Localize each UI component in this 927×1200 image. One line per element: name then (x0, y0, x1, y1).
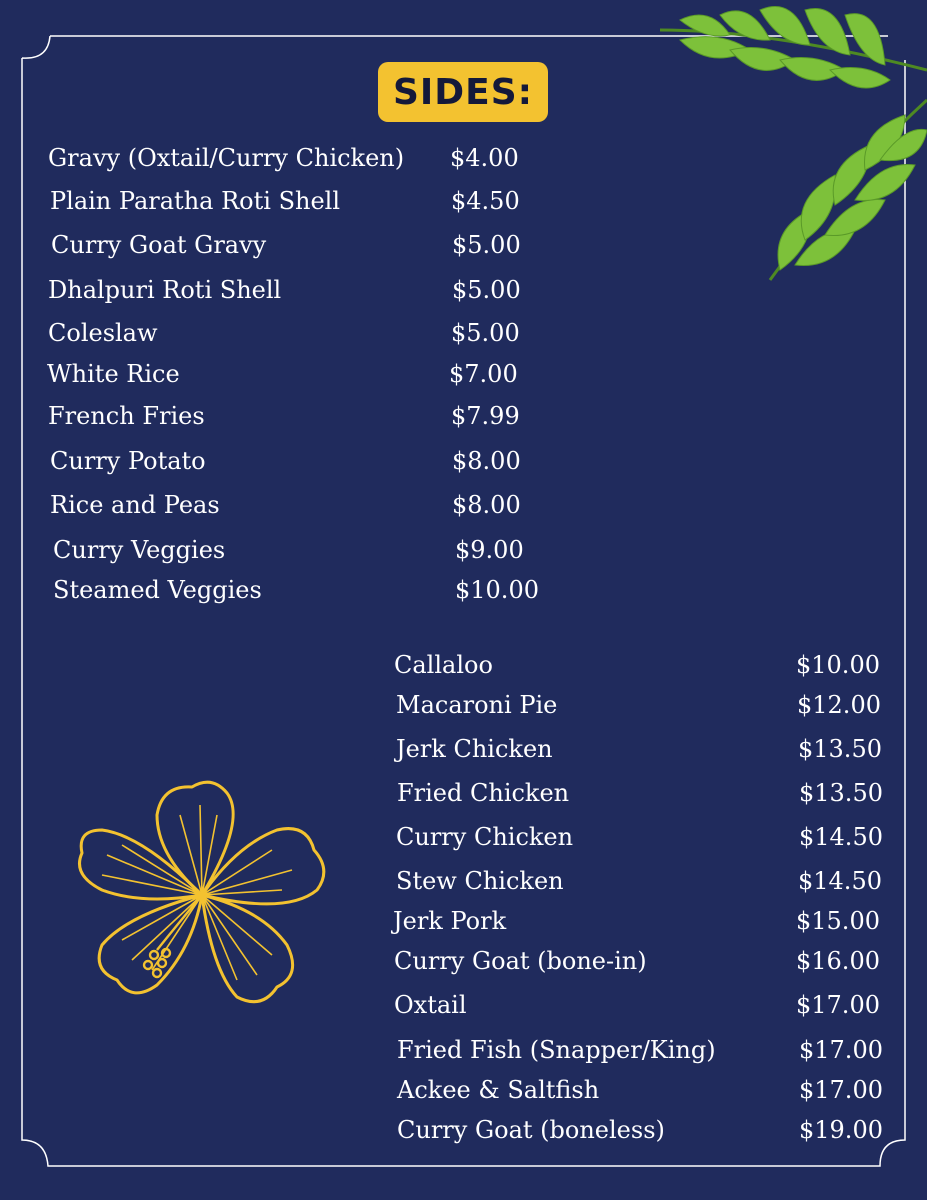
side-item-price: $7.99 (451, 402, 520, 430)
main-item-price: $14.50 (798, 867, 882, 895)
main-item-name: Oxtail (394, 991, 467, 1019)
section-title: SIDES: (392, 71, 534, 113)
main-item-price: $12.00 (797, 691, 881, 719)
side-item-price: $8.00 (452, 447, 521, 475)
side-item-price: $4.50 (451, 187, 520, 215)
side-item-price: $9.00 (455, 536, 524, 564)
side-item-name: Plain Paratha Roti Shell (50, 187, 341, 215)
side-item-name: Curry Veggies (53, 536, 226, 564)
side-item-price: $5.00 (452, 231, 521, 259)
main-item-name: Callaloo (394, 651, 493, 679)
side-item-price: $10.00 (455, 576, 539, 604)
side-item-name: Gravy (Oxtail/Curry Chicken) (48, 144, 405, 172)
main-item-price: $19.00 (799, 1116, 883, 1144)
side-item-price: $8.00 (452, 491, 521, 519)
palm-leaf-icon (620, 0, 927, 290)
main-item-price: $10.00 (796, 651, 880, 679)
side-item-name: Steamed Veggies (53, 576, 262, 604)
side-item-price: $7.00 (449, 360, 518, 388)
main-item-name: Ackee & Saltfish (397, 1076, 600, 1104)
section-title-badge (378, 62, 548, 122)
main-item-price: $17.00 (799, 1076, 883, 1104)
hibiscus-flower-icon (62, 775, 342, 1015)
main-item-price: $17.00 (799, 1036, 883, 1064)
side-item-price: $4.00 (450, 144, 519, 172)
main-item-name: Curry Goat (boneless) (397, 1116, 665, 1144)
side-item-name: French Fries (48, 402, 205, 430)
side-item-name: Curry Potato (50, 447, 206, 475)
main-item-price: $15.00 (796, 907, 880, 935)
main-item-name: Stew Chicken (396, 867, 564, 895)
side-item-name: Coleslaw (48, 319, 158, 347)
side-item-name: Curry Goat Gravy (51, 231, 267, 259)
main-item-name: Fried Chicken (397, 779, 570, 807)
main-item-name: Jerk Pork (393, 907, 507, 935)
main-item-name: Curry Goat (bone-in) (394, 947, 647, 975)
main-item-price: $13.50 (799, 779, 883, 807)
main-item-price: $17.00 (796, 991, 880, 1019)
main-item-price: $14.50 (799, 823, 883, 851)
main-item-name: Jerk Chicken (396, 735, 553, 763)
side-item-name: White Rice (47, 360, 180, 388)
main-item-name: Macaroni Pie (396, 691, 558, 719)
main-item-name: Curry Chicken (396, 823, 574, 851)
main-item-price: $16.00 (796, 947, 880, 975)
side-item-name: Dhalpuri Roti Shell (48, 276, 282, 304)
main-item-price: $13.50 (798, 735, 882, 763)
side-item-price: $5.00 (451, 319, 520, 347)
side-item-name: Rice and Peas (50, 491, 220, 519)
side-item-price: $5.00 (452, 276, 521, 304)
main-item-name: Fried Fish (Snapper/King) (397, 1036, 716, 1064)
